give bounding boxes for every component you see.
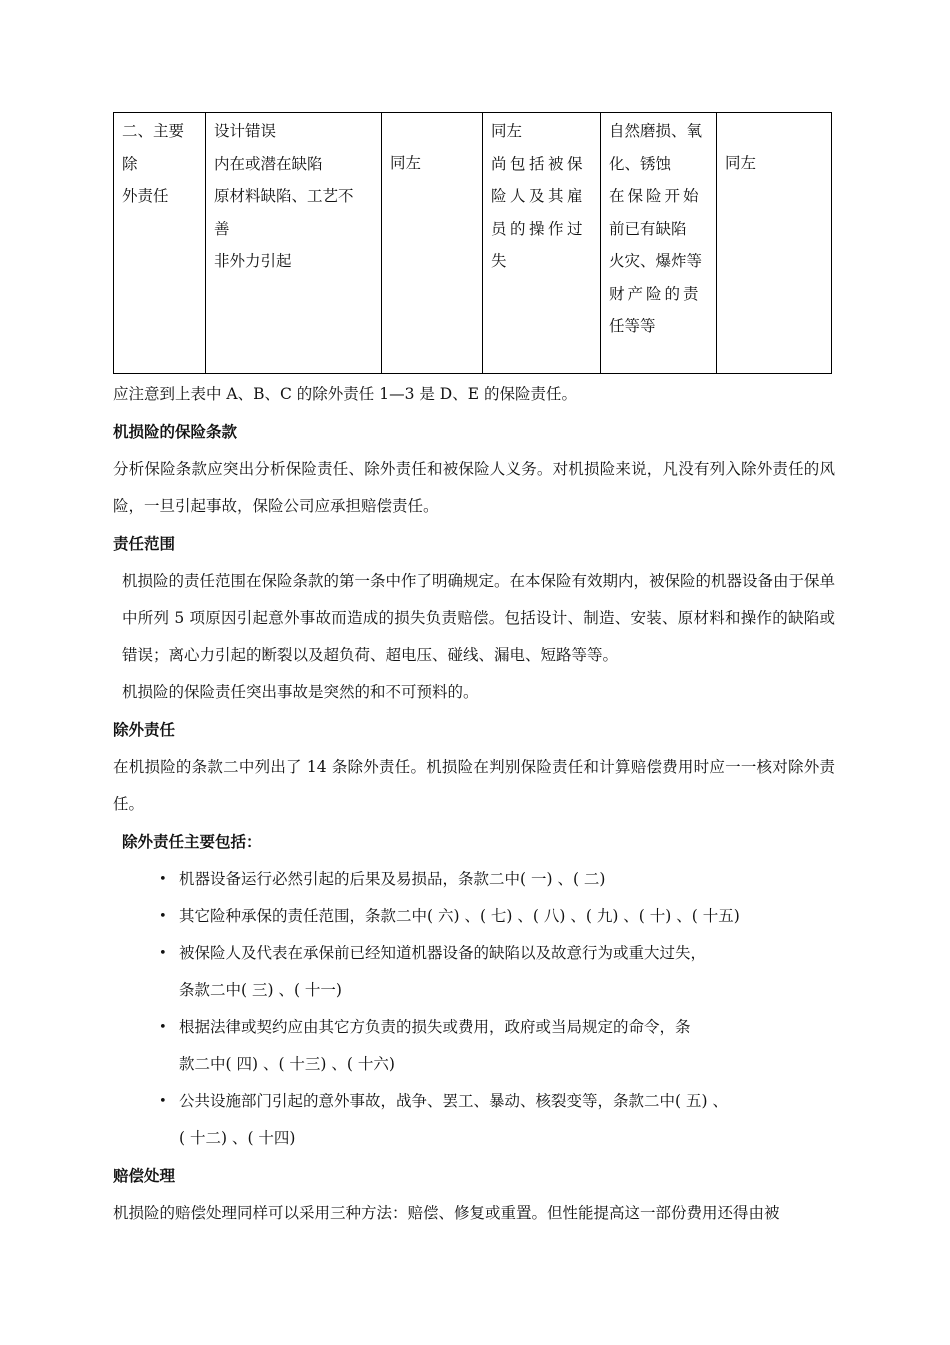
list-item: • 根据法律或契约应由其它方负责的损失或费用，政府或当局规定的命令，条 款二中( 四) 、( 十三) 、( 十六) xyxy=(159,1009,835,1083)
table-cell-column-a: 设计错误 内在或潜在缺陷 原材料缺陷、工艺不 善 非外力引起 xyxy=(206,113,382,374)
list-item: • 被保险人及代表在承保前已经知道机器设备的缺陷以及故意行为或重大过失， 条款二中( 三) 、( 十一) xyxy=(159,935,835,1009)
exclusions-list xyxy=(113,861,835,1157)
list-item: • 其它险种承保的责任范围，条款二中( 六) 、( 七) 、( 八) 、( 九) 、( 十) 、( 十五) xyxy=(159,898,835,935)
table-row xyxy=(114,113,832,374)
table-cell-column-b: 同左 xyxy=(382,113,483,374)
section-heading-exclusions: 除外责任 xyxy=(113,721,176,739)
table-note: 应注意到上表中 A、B、C 的除外责任 1—3 是 D、E 的保险责任。 xyxy=(113,385,577,403)
scope-paragraph-2: 机损险的保险责任突出事故是突然的和不可预料的。 xyxy=(122,683,479,701)
document-page xyxy=(113,112,835,1232)
list-item: • 公共设施部门引起的意外事故，战争、罢工、暴动、核裂变等，条款二中( 五) 、 ( 十二) 、( 十四) xyxy=(159,1083,835,1157)
table-cell-column-d: 自然磨损、氧 化、锈蚀 在保险开始 前已有缺陷 火灾、爆炸等 财产险的责 任等等 xyxy=(601,113,717,374)
compensation-paragraph: 机损险的赔偿处理同样可以采用三种方法：赔偿、修复或重置。但性能提高这一部份费用还得由被 xyxy=(113,1204,780,1222)
coverage-table xyxy=(113,112,832,374)
section-heading-scope: 责任范围 xyxy=(113,535,176,553)
list-item: • 机器设备运行必然引起的后果及易损品，条款二中( 一) 、( 二) xyxy=(159,861,835,898)
scope-paragraph: 机损险的责任范围在保险条款的第一条中作了明确规定。在本保险有效期内，被保险的机器设备由于保单中所列 5 项原因引起意外事故而造成的损失负责赔偿。包括设计、制造、安装、原材料和操作的缺陷或错误；离心力引起的断裂以及超负荷、超电压、碰线、漏电、短路等等。 xyxy=(122,572,836,664)
table-cell-column-c: 同左 尚包括被保 险人及其雇 员的操作过 失 xyxy=(483,113,601,374)
section-heading-compensation: 赔偿处理 xyxy=(113,1167,176,1185)
exclusions-subheading: 除外责任主要包括： xyxy=(122,833,262,851)
table-cell-category: 二、主要除 外责任 xyxy=(114,113,206,374)
exclusions-paragraph: 在机损险的条款二中列出了 14 条除外责任。机损险在判别保险责任和计算赔偿费用时应一一核对除外责任。 xyxy=(113,758,835,813)
clauses-paragraph: 分析保险条款应突出分析保险责任、除外责任和被保险人义务。对机损险来说，凡没有列入除外责任的风险，一旦引起事故，保险公司应承担赔偿责任。 xyxy=(113,460,835,515)
table-cell-column-e: 同左 xyxy=(717,113,832,374)
section-heading-clauses: 机损险的保险条款 xyxy=(113,423,238,441)
